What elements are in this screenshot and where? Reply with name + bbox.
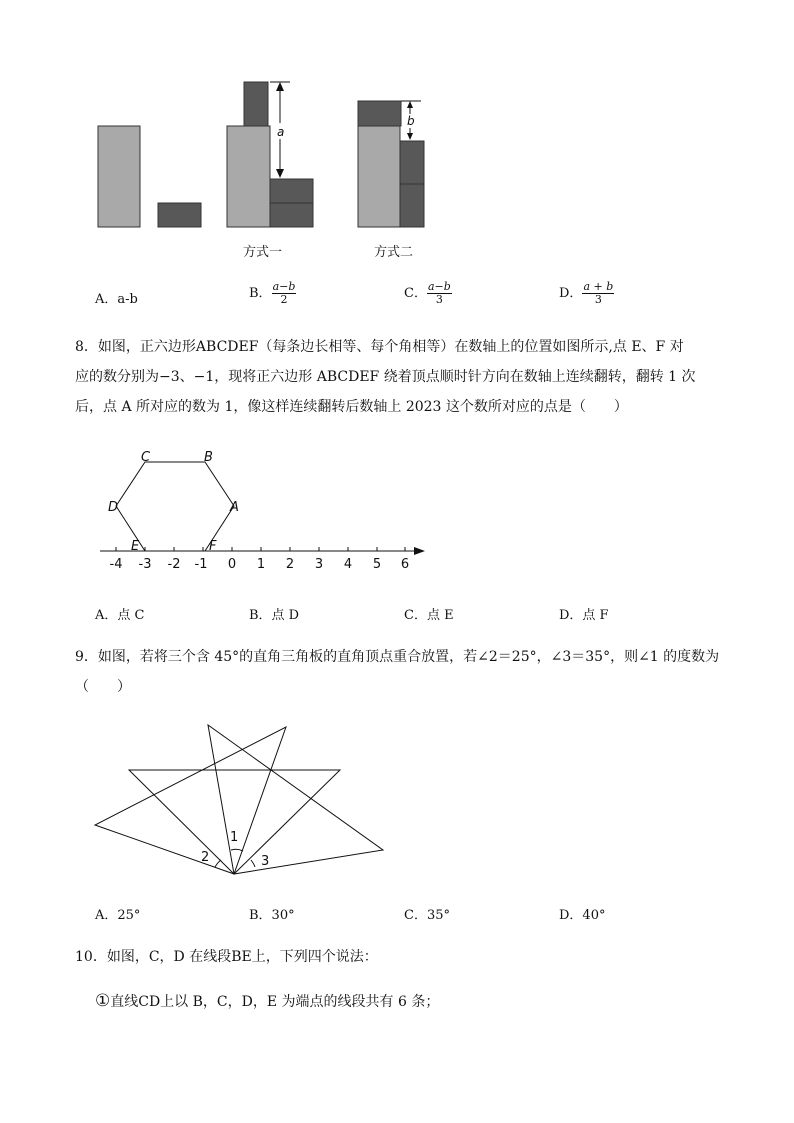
q7-m1-top-dark — [244, 82, 268, 126]
q7-m1-dark-b — [270, 203, 313, 227]
q7-option-d-fraction: $\frac{a + b}{3}$ — [583, 280, 614, 306]
q8-ticks — [116, 547, 405, 551]
q9-option-b[interactable]: B．30° — [249, 908, 295, 923]
q7-caption-2: 方式二 — [374, 245, 414, 260]
q8-vertex-a: A — [230, 500, 239, 515]
q8-tick-label: 0 — [227, 557, 237, 572]
q7-m2-light — [358, 126, 400, 227]
q8-tick-label: 3 — [314, 557, 324, 572]
q9-triangle-left — [95, 727, 286, 874]
q7-option-b[interactable] — [249, 281, 296, 306]
q7-m2-dark-b — [400, 184, 424, 227]
q7-label-a: a — [277, 125, 285, 139]
q8-figure — [95, 440, 435, 575]
q7-option-d-letter: D． — [559, 286, 583, 301]
q10-line-1: 10．如图，C，D 在线段BE上，下列四个说法： — [75, 949, 378, 965]
q9-angle-2: 2 — [201, 850, 210, 865]
q8-tick-label: -4 — [109, 557, 123, 572]
q7-option-c[interactable] — [404, 281, 452, 306]
q7-label-b: b — [407, 114, 415, 128]
q8-tick-label: -1 — [194, 557, 208, 572]
q8-vertex-c: C — [141, 450, 151, 465]
q9-triangle-horizontal — [129, 770, 340, 874]
q8-line-1: 8．如图，正六边形ABCDEF（每条边长相等、每个角相等）在数轴上的位置如图所示,点 E、F 对 — [75, 339, 684, 355]
q10-item-1-marker: ① — [95, 991, 111, 1011]
q8-tick-label: 2 — [285, 557, 295, 572]
q7-dark-rect-1 — [158, 203, 201, 227]
q8-line-3: 后，点 A 所对应的数为 1，像这样连续翻转后数轴上 2023 这个数所对应的点是（ ） — [75, 399, 628, 415]
q7-figure — [90, 78, 430, 263]
q8-vertex-f: F — [209, 539, 217, 554]
q7-option-a-letter: A． — [95, 292, 118, 307]
q9-triangle-right — [208, 725, 383, 874]
q8-tick-label: 4 — [343, 557, 353, 572]
q9-figure — [90, 720, 390, 880]
q7-option-b-fraction: $\frac{a-b}{2}$ — [272, 280, 296, 306]
q7-option-d[interactable] — [559, 281, 614, 306]
q7-m1-dark-a — [270, 179, 313, 203]
q9-arc-2 — [215, 860, 221, 867]
q8-tick-label: 1 — [256, 557, 266, 572]
q9-arc-3 — [251, 860, 255, 867]
q8-vertex-e: E — [131, 539, 140, 554]
q8-vertex-d: D — [108, 500, 119, 515]
q9-option-d[interactable]: D．40° — [559, 908, 606, 923]
q7-option-c-fraction: $\frac{a-b}{3}$ — [427, 280, 451, 306]
q7-caption-1: 方式一 — [243, 245, 283, 260]
q7-option-b-letter: B． — [249, 286, 272, 301]
q7-option-c-letter: C． — [404, 286, 427, 301]
q10-item-1 — [95, 991, 439, 1012]
q8-option-d[interactable]: D．点 F — [559, 608, 609, 623]
q8-tick-label: -3 — [138, 557, 152, 572]
q8-tick-label: 6 — [400, 557, 410, 572]
q8-tick-label: -2 — [167, 557, 181, 572]
q9-angle-1: 1 — [230, 830, 239, 845]
q9-option-c[interactable]: C．35° — [404, 908, 450, 923]
q8-line-2: 应的数分别为−3、−1，现将正六边形 ABCDEF 绕着顶点顺时针方向在数轴上连续翻转，翻转 1 次 — [75, 369, 696, 385]
q8-hexagon — [116, 462, 234, 551]
q8-option-c[interactable]: C．点 E — [404, 608, 454, 623]
q7-m2-top-dark — [358, 101, 401, 126]
q7-m1-light — [227, 126, 270, 227]
q7-option-a[interactable] — [95, 288, 138, 307]
q8-tick-label: 5 — [372, 557, 382, 572]
q9-angle-3: 3 — [261, 854, 270, 869]
q9-arc-1 — [231, 849, 243, 851]
q9-option-a[interactable]: A．25° — [95, 908, 141, 923]
q9-line-2: （ ） — [75, 679, 131, 695]
q8-option-b[interactable]: B．点 D — [249, 608, 300, 623]
q7-m2-dark-a — [400, 141, 424, 184]
q7-option-a-text: a-b — [117, 292, 138, 307]
q9-line-1: 9．如图，若将三个含 45°的直角三角板的直角顶点重合放置，若∠2＝25°，∠3＝35°，则∠1 的度数为 — [75, 649, 720, 665]
q8-vertex-b: B — [204, 450, 213, 465]
q10-item-1-text: 直线CD上以 B，C，D，E 为端点的线段共有 6 条； — [110, 994, 440, 1010]
q8-option-a[interactable]: A．点 C — [95, 608, 145, 623]
q7-light-rect-1 — [98, 126, 140, 227]
